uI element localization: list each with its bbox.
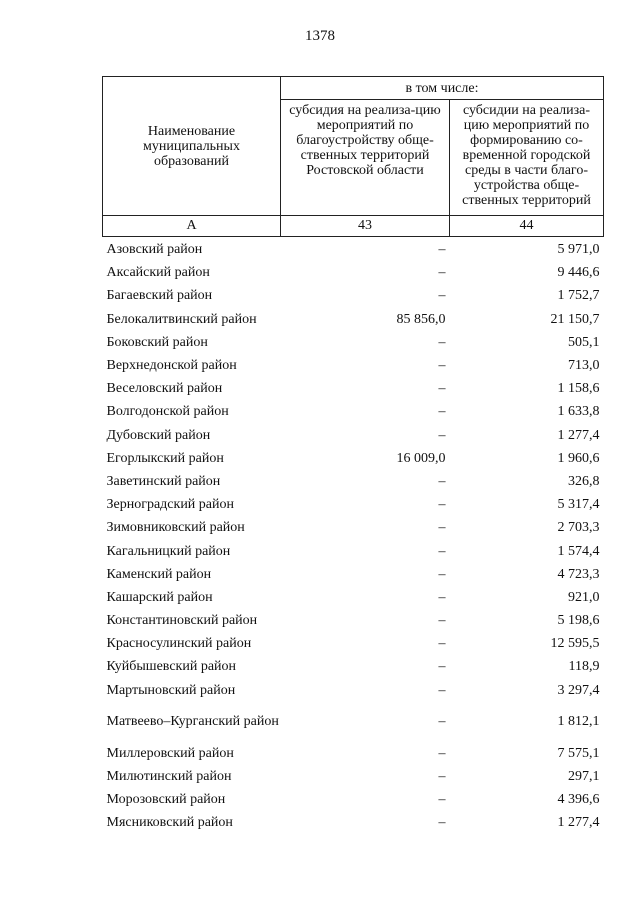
row-value-44-cell: 5 317,4 bbox=[557, 497, 600, 513]
row-value-44-cell: 12 595,5 bbox=[550, 636, 600, 652]
row-value-44-cell: 7 575,1 bbox=[557, 745, 600, 761]
row-value-43-cell: – bbox=[438, 714, 446, 730]
row-name-cell: Волгодонской район bbox=[106, 404, 229, 420]
column-index-44: 44 bbox=[450, 216, 604, 237]
row-value-44-cell: 1 812,1 bbox=[557, 714, 600, 730]
table-row bbox=[103, 237, 604, 262]
row-name-cell: Константиновский район bbox=[106, 613, 258, 629]
row-value-43-cell: – bbox=[438, 427, 446, 443]
row-name-cell: Милютинский район bbox=[106, 769, 232, 785]
row-value-43-cell: – bbox=[438, 543, 446, 559]
table-row bbox=[103, 539, 604, 562]
row-value-43-cell: 85 856,0 bbox=[396, 311, 446, 327]
table-header bbox=[103, 77, 604, 237]
row-value-43-cell: – bbox=[438, 520, 446, 536]
row-value-43-cell: 16 009,0 bbox=[396, 450, 446, 466]
row-name-cell: Куйбышевский район bbox=[106, 659, 237, 675]
column-header-44: субсидии на реализа-цию мероприятий по формированию со-временной городской среды в части благо-устройства обще-ственных территорий bbox=[450, 100, 604, 216]
row-value-43-cell: – bbox=[438, 497, 446, 513]
row-name-cell: Матвеево–Курганский район bbox=[106, 713, 279, 729]
row-value-44-cell: 713,0 bbox=[568, 358, 600, 374]
table-row bbox=[103, 284, 604, 307]
row-value-44-cell: 21 150,7 bbox=[550, 311, 600, 327]
subsidy-table bbox=[102, 76, 604, 835]
column-group-header: в том числе: bbox=[281, 77, 604, 100]
row-name-cell: Кагальницкий район bbox=[106, 543, 231, 559]
column-header-name: Наименование муниципальных образований bbox=[103, 77, 281, 216]
row-value-43-cell: – bbox=[438, 265, 446, 281]
row-name-cell: Кашарский район bbox=[106, 589, 213, 605]
table-row bbox=[103, 788, 604, 811]
table-body bbox=[103, 237, 604, 835]
row-value-43-cell: – bbox=[438, 242, 446, 258]
row-name-cell: Красносулинский район bbox=[106, 636, 252, 652]
row-value-44-cell: 2 703,3 bbox=[557, 520, 600, 536]
row-name-cell: Егорлыкский район bbox=[106, 450, 224, 466]
row-value-43-cell: – bbox=[438, 589, 446, 605]
row-value-44-cell: 1 752,7 bbox=[557, 288, 600, 304]
row-value-44-cell: 4 396,6 bbox=[557, 792, 600, 808]
row-value-43-cell: – bbox=[438, 792, 446, 808]
column-header-43: субсидия на реализа-цию мероприятий по благоустройству обще-ственных территорий Ростовской области bbox=[281, 100, 450, 216]
row-value-44-cell: 5 971,0 bbox=[557, 242, 600, 258]
row-value-43-cell: – bbox=[438, 636, 446, 652]
row-value-43-cell: – bbox=[438, 381, 446, 397]
row-value-44-cell: 3 297,4 bbox=[557, 682, 600, 698]
table-row bbox=[103, 679, 604, 702]
row-name-cell: Азовский район bbox=[106, 242, 203, 258]
row-value-44-cell: 1 277,4 bbox=[557, 815, 600, 831]
table-row bbox=[103, 632, 604, 655]
row-name-cell: Мартыновский район bbox=[106, 682, 236, 698]
row-name-cell: Верхнедонской район bbox=[106, 358, 237, 374]
row-value-43-cell: – bbox=[438, 659, 446, 675]
table-row bbox=[103, 308, 604, 331]
row-name-cell: Заветинский район bbox=[106, 473, 221, 489]
row-value-44-cell: 4 723,3 bbox=[557, 566, 600, 582]
row-value-44-cell: 921,0 bbox=[568, 589, 600, 605]
row-value-44-cell: 1 158,6 bbox=[557, 381, 600, 397]
table-row bbox=[103, 331, 604, 354]
table-row bbox=[103, 354, 604, 377]
row-value-44-cell: 505,1 bbox=[568, 334, 600, 350]
table-row bbox=[103, 400, 604, 423]
row-value-43-cell: – bbox=[438, 769, 446, 785]
table-row bbox=[103, 261, 604, 284]
table-row bbox=[103, 765, 604, 788]
table-row bbox=[103, 470, 604, 493]
row-value-43-cell: – bbox=[438, 288, 446, 304]
row-value-43-cell: – bbox=[438, 473, 446, 489]
row-value-43-cell: – bbox=[438, 566, 446, 582]
row-name-cell: Мясниковский район bbox=[106, 815, 233, 831]
row-value-44-cell: 5 198,6 bbox=[557, 613, 600, 629]
row-name-cell: Каменский район bbox=[106, 566, 212, 582]
row-value-44-cell: 9 446,6 bbox=[557, 265, 600, 281]
column-index-43: 43 bbox=[281, 216, 450, 237]
row-value-43-cell: – bbox=[438, 745, 446, 761]
row-name-cell: Веселовский район bbox=[106, 381, 223, 397]
table-row bbox=[103, 424, 604, 447]
row-name-cell: Аксайский район bbox=[106, 265, 210, 281]
row-value-44-cell: 326,8 bbox=[568, 473, 600, 489]
table-row bbox=[103, 377, 604, 400]
row-value-43-cell: – bbox=[438, 613, 446, 629]
row-name-cell: Зерноградский район bbox=[106, 497, 234, 513]
row-value-44-cell: 297,1 bbox=[568, 769, 600, 785]
column-index-a: А bbox=[103, 216, 281, 237]
row-name-cell: Боковский район bbox=[106, 334, 208, 350]
row-name-cell: Дубовский район bbox=[106, 427, 211, 443]
table-row bbox=[103, 586, 604, 609]
row-value-43-cell: – bbox=[438, 815, 446, 831]
table-row bbox=[103, 516, 604, 539]
row-value-44-cell: 1 633,8 bbox=[557, 404, 600, 420]
row-value-43-cell: – bbox=[438, 358, 446, 374]
row-name-cell: Белокалитвинский район bbox=[106, 311, 257, 327]
table-row bbox=[103, 493, 604, 516]
table-row bbox=[103, 742, 604, 765]
row-value-43-cell: – bbox=[438, 404, 446, 420]
row-value-44-cell: 118,9 bbox=[568, 659, 600, 675]
table-row bbox=[103, 563, 604, 586]
table-row bbox=[103, 447, 604, 470]
row-name-cell: Морозовский район bbox=[106, 792, 226, 808]
row-name-cell: Зимовниковский район bbox=[106, 520, 245, 536]
table-row bbox=[103, 811, 604, 834]
row-name-cell: Багаевский район bbox=[106, 288, 213, 304]
row-value-44-cell: 1 277,4 bbox=[557, 427, 600, 443]
row-name-cell: Миллеровский район bbox=[106, 745, 234, 761]
page-number: 1378 bbox=[305, 28, 335, 44]
row-value-44-cell: 1 574,4 bbox=[557, 543, 600, 559]
row-value-44-cell: 1 960,6 bbox=[557, 450, 600, 466]
table-row bbox=[103, 655, 604, 678]
table-row bbox=[103, 702, 604, 742]
table-row bbox=[103, 609, 604, 632]
row-value-43-cell: – bbox=[438, 334, 446, 350]
row-value-43-cell: – bbox=[438, 682, 446, 698]
